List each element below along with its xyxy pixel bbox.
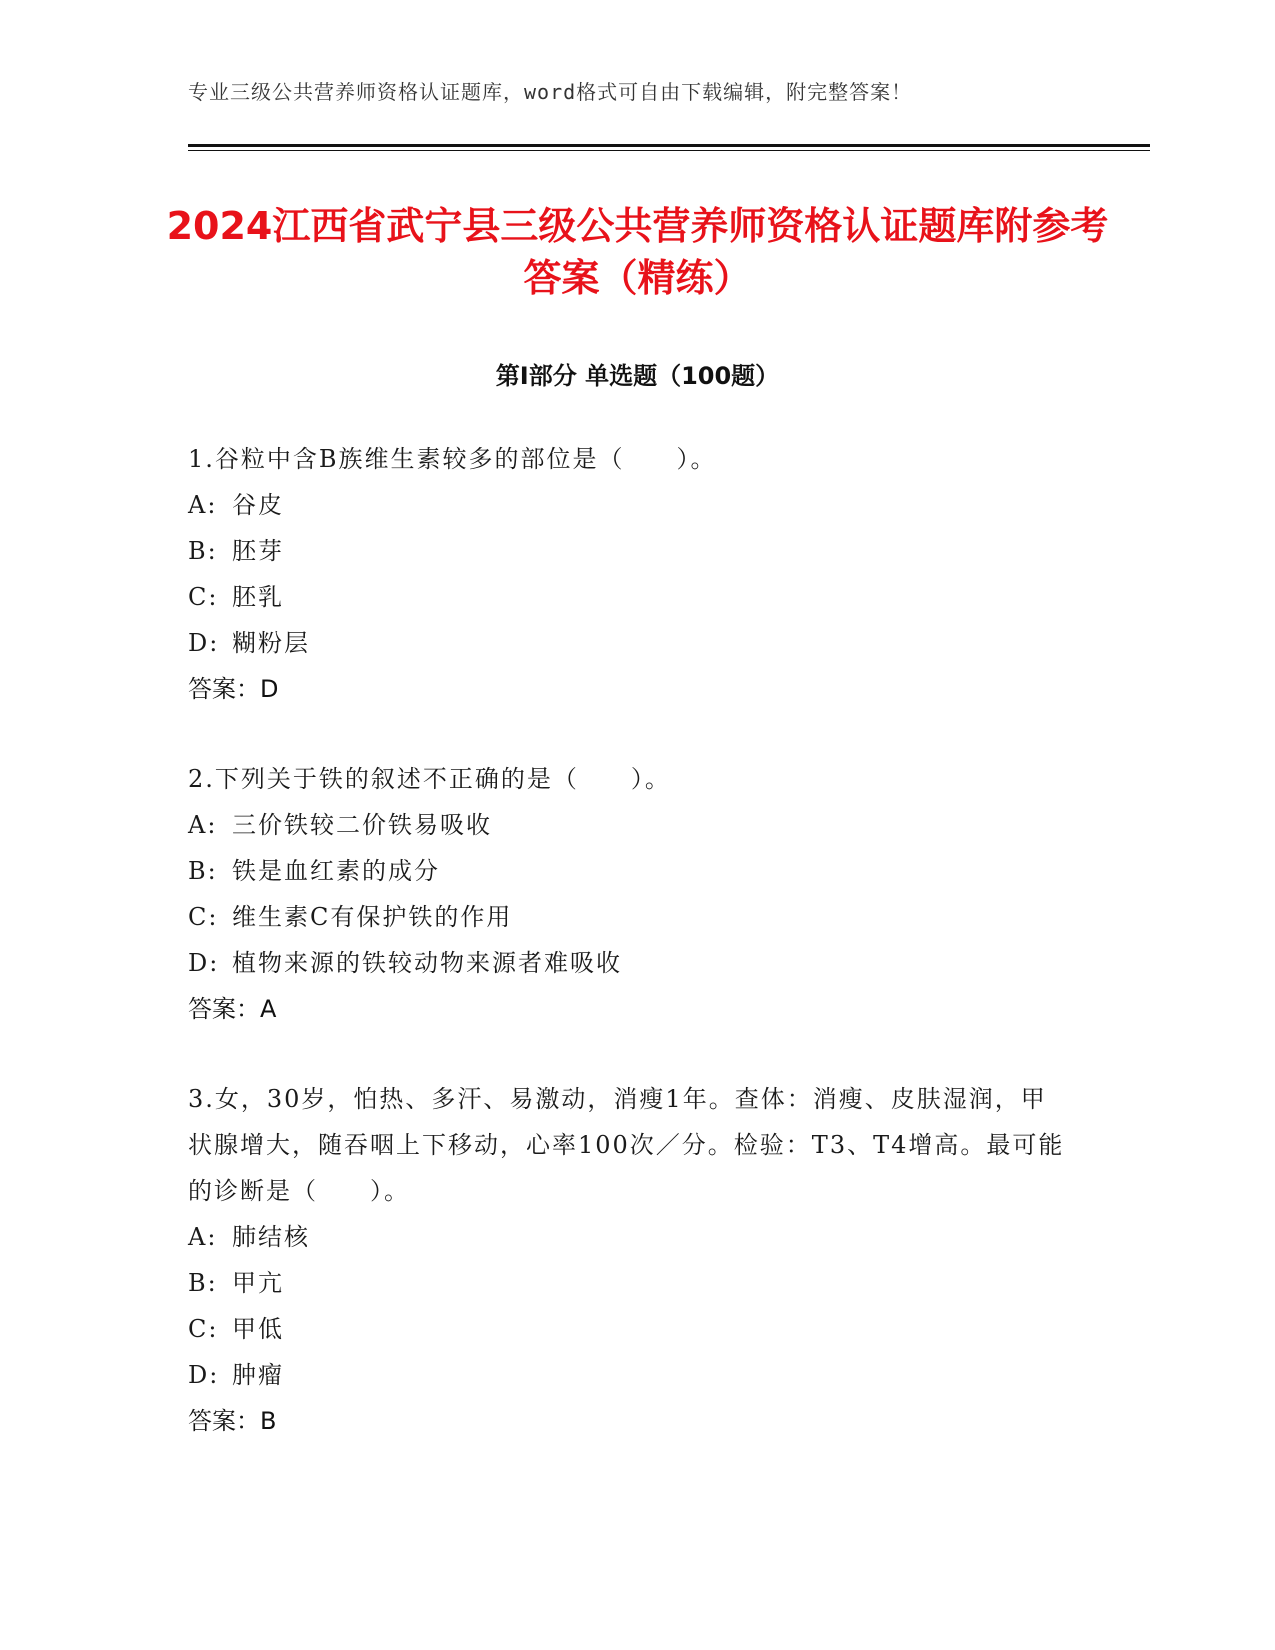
answer-value: D [260, 675, 279, 703]
option-d [188, 940, 1068, 986]
answer-value: B [260, 1407, 277, 1435]
option-key: A: [188, 1223, 218, 1251]
option-text: 肺结核 [232, 1223, 310, 1251]
answer-value: A [260, 995, 277, 1023]
header-divider-thin [188, 150, 1150, 151]
option-d [188, 620, 1068, 666]
answer-label: 答案： [188, 1407, 260, 1435]
option-a [188, 482, 1068, 528]
option-text: 谷皮 [232, 491, 284, 519]
option-key: D: [188, 629, 220, 657]
header-divider-thick [188, 144, 1150, 147]
question-list [188, 436, 1068, 1488]
option-key: D: [188, 949, 220, 977]
option-b [188, 528, 1068, 574]
header-note: 专业三级公共营养师资格认证题库，word格式可自由下载编辑，附完整答案！ [188, 80, 913, 104]
option-text: 糊粉层 [232, 629, 310, 657]
question-stem: 3.女，30岁，怕热、多汗、易激动，消瘦1年。查体：消瘦、皮肤湿润，甲状腺增大，随吞咽上下移动，心率100次／分。检验：T3、T4增高。最可能的诊断是（ ）。 [188, 1085, 1065, 1205]
option-b [188, 848, 1068, 894]
option-text: 肿瘤 [232, 1361, 284, 1389]
option-key: B: [188, 857, 218, 885]
answer-label: 答案： [188, 995, 260, 1023]
question-stem: 1.谷粒中含B族维生素较多的部位是（ ）。 [188, 445, 717, 473]
option-c [188, 574, 1068, 620]
option-key: B: [188, 1269, 218, 1297]
option-text: 维生素C有保护铁的作用 [232, 903, 513, 931]
answer-line [188, 986, 1068, 1032]
answer-line [188, 666, 1068, 712]
option-c [188, 1306, 1068, 1352]
document-title: 2024江西省武宁县三级公共营养师资格认证题库附参考答案（精练） [166, 204, 1109, 300]
question-2 [188, 756, 1068, 1032]
option-text: 甲亢 [232, 1269, 284, 1297]
option-c [188, 894, 1068, 940]
option-a [188, 1214, 1068, 1260]
option-key: A: [188, 491, 218, 519]
option-key: D: [188, 1361, 220, 1389]
option-a [188, 802, 1068, 848]
section-title: 第Ⅰ部分 单选题（100题） [495, 362, 780, 390]
option-text: 胚乳 [232, 583, 284, 611]
option-d [188, 1352, 1068, 1398]
option-key: C: [188, 1315, 219, 1343]
option-key: C: [188, 903, 219, 931]
option-text: 甲低 [232, 1315, 284, 1343]
option-text: 胚芽 [232, 537, 284, 565]
option-key: B: [188, 537, 218, 565]
answer-label: 答案： [188, 675, 260, 703]
question-3 [188, 1076, 1068, 1444]
answer-line [188, 1398, 1068, 1444]
option-text: 三价铁较二价铁易吸收 [232, 811, 492, 839]
option-text: 植物来源的铁较动物来源者难吸收 [232, 949, 622, 977]
option-text: 铁是血红素的成分 [232, 857, 440, 885]
option-key: C: [188, 583, 219, 611]
option-key: A: [188, 811, 218, 839]
question-stem: 2.下列关于铁的叙述不正确的是（ ）。 [188, 765, 671, 793]
question-1 [188, 436, 1068, 712]
option-b [188, 1260, 1068, 1306]
